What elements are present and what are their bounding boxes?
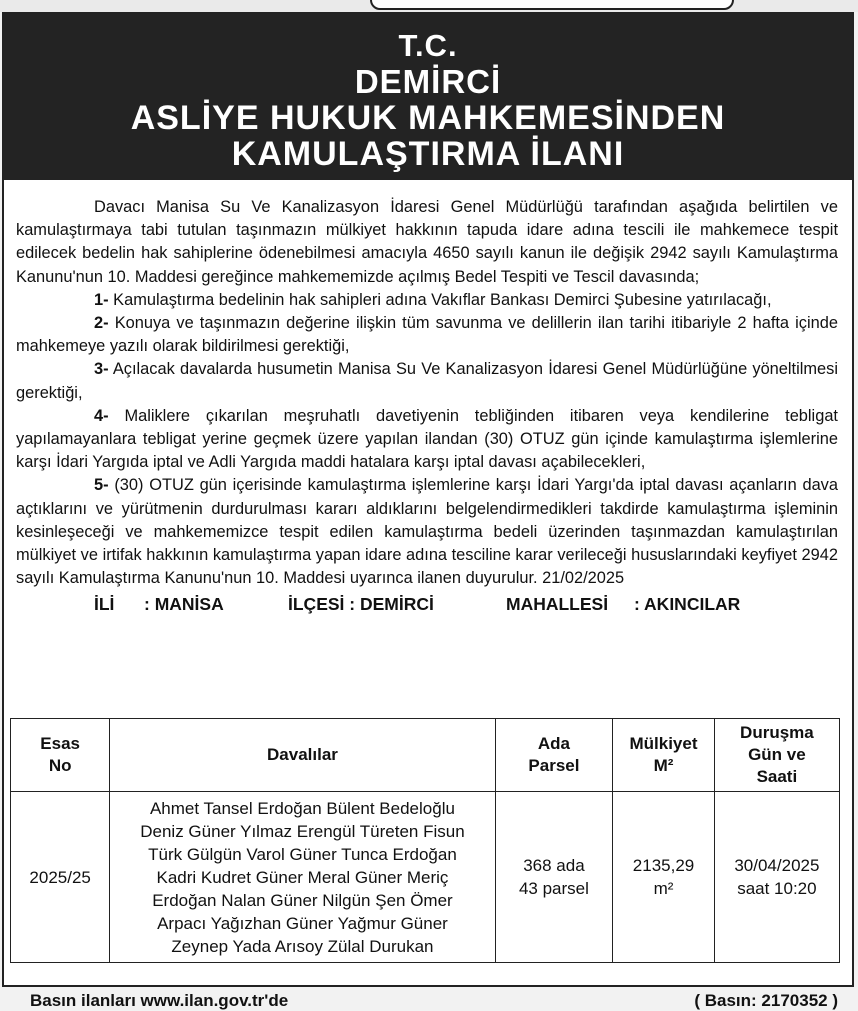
item-2-text: Konuya ve taşınmazın değerine ilişkin tüm savunma ve delillerin ilan tarihi itibariyle 2 hafta içinde mahkemeye yazılı olarak bildirilmesi gerektiği, <box>16 314 838 356</box>
case-table <box>10 718 840 963</box>
cell-davalilar <box>110 792 495 963</box>
intro-paragraph: Davacı Manisa Su Ve Kanalizasyon İdaresi Genel Müdürlüğü tarafından aşağıda belirtilen ve kamulaştırmaya tabi tutulan taşınmazın mülkiyet hakkının tapuda idare adına tescili ile mahkemece tespit edilecek bedelin hak sahiplerine ödenebilmesi amacıyla 4650 sayılı kanun ile değişik 2942 sayılı Kamulaştırma Kanunu'nun 10. Maddesi gereğince mahkememizde açılmış Bedel Tespiti ve Tescil davasında; <box>16 198 838 286</box>
footer-left-text: Basın ilanları www.ilan.gov.tr'de <box>30 991 289 1010</box>
cell-durusma-date: 30/04/2025 <box>734 856 820 875</box>
header-ada-parsel <box>495 719 613 792</box>
header-esas-line1: Esas <box>40 734 80 753</box>
header-esas-line2: No <box>48 756 72 775</box>
item-1 <box>16 289 838 312</box>
announcement-body <box>4 180 852 616</box>
header-durusma-line2: Gün ve <box>748 745 806 764</box>
davalilar-line-7: Zeynep Yada Arısoy Zülal Durukan <box>171 936 434 956</box>
header-line-city: DEMİRCİ <box>354 63 502 100</box>
item-3 <box>16 358 838 404</box>
item-4 <box>16 405 838 475</box>
header-line-title: KAMULAŞTIRMA İLANI <box>231 135 625 173</box>
location-il-value: : MANİSA <box>144 594 224 615</box>
item-4-text: Maliklere çıkarılan meşruhatlı davetiyenin tebliğinden itibaren veya kendilerine tebligat yapılamayanlara tebligat yerine geçmek üzere yapılan ilandan (30) OTUZ gün içinde kamulaştırma işlemlerine karşı İdari Yargıda iptal ve Adli Yargıda maddi hatalara karşı iptal davası açabilecekleri, <box>16 406 838 472</box>
location-mahalle-value: : AKINCILAR <box>634 594 741 615</box>
cell-ada-parsel <box>495 792 613 963</box>
location-mahalle-label: MAHALLESİ <box>506 594 609 615</box>
davalilar-line-6: Arpacı Yağızhan Güner Yağmur Güner <box>157 913 448 933</box>
location-ilce: İLÇESİ : DEMİRCİ <box>288 594 434 615</box>
header-mulkiyet-line2: M² <box>653 756 674 775</box>
davalilar-line-5: Erdoğan Nalan Güner Nilgün Şen Ömer <box>152 890 453 910</box>
header-line-tc: T.C. <box>398 28 458 63</box>
davalilar-line-4: Kadri Kudret Güner Meral Güner Meriç <box>156 867 449 887</box>
header-ada-line2: Parsel <box>528 756 580 775</box>
header-davalilar: Davalılar <box>110 719 495 792</box>
cell-durusma-time: saat 10:20 <box>737 879 817 898</box>
cell-durusma <box>714 792 839 963</box>
location-line <box>16 592 838 616</box>
davalilar-line-1: Ahmet Tansel Erdoğan Bülent Bedeloğlu <box>149 798 455 818</box>
header-durusma-line3: Saati <box>756 767 798 786</box>
header-mulkiyet-line1: Mülkiyet <box>629 734 698 753</box>
cell-mulkiyet <box>613 792 715 963</box>
previous-ad-border <box>370 0 734 10</box>
header-durusma <box>714 719 839 792</box>
item-5-text: (30) OTUZ gün içerisinde kamulaştırma işlemlerine karşı İdari Yargı'da iptal davası açanların dava açtıklarını ve yürütmenin durdurulması kararı aldıklarını belgelendirmedikleri takdirde kamulaştırma işleminin kesinleşeceği ve mahkememizce tespit edilen kamulaştırma bedeli üzerinden taşınmazdan kamulaştırılan mülkiyet ve irtifak hakkının kamulaştırma yapan idare adına tesciline karar verileceği hususlarındaki keyfiyet 2942 sayılı Kamulaştırma Kanunu'nun 10. Maddesi uyarınca ilanen duyurulur. 21/02/2025 <box>16 476 838 588</box>
header-mulkiyet <box>613 719 715 792</box>
footer-press-code: ( Basın: 2170352 ) <box>694 991 838 1010</box>
item-5-number: 5- <box>94 476 109 495</box>
item-1-text: Kamulaştırma bedelinin hak sahipleri adına Vakıflar Bankası Demirci Şubesine yatırılacağı, <box>113 290 772 309</box>
location-il-label: İLİ <box>94 594 115 615</box>
announcement-header <box>4 14 852 180</box>
item-2-number: 2- <box>94 314 109 333</box>
cell-ada: 368 ada <box>523 856 585 875</box>
table-header-row <box>11 719 840 792</box>
item-3-number: 3- <box>94 360 109 379</box>
top-strip <box>0 0 858 12</box>
header-line-court: ASLİYE HUKUK MAHKEMESİNDEN <box>130 99 726 137</box>
header-esas-no <box>11 719 110 792</box>
cell-mulkiyet-unit: m² <box>653 879 674 898</box>
header-ada-line1: Ada <box>537 734 570 753</box>
header-durusma-line1: Duruşma <box>740 723 814 742</box>
item-3-text: Açılacak davalarda husumetin Manisa Su Ve Kanalizasyon İdaresi Genel Müdürlüğüne yöneltilmesi gerektiği, <box>16 360 838 402</box>
item-5 <box>16 474 838 590</box>
footer-strip <box>2 987 854 1010</box>
table-row <box>11 792 840 963</box>
cell-esas-no: 2025/25 <box>11 792 110 963</box>
davalilar-line-2: Deniz Güner Yılmaz Erengül Türeten Fisun <box>140 821 465 841</box>
cell-mulkiyet-value: 2135,29 <box>632 856 695 875</box>
cell-parsel: 43 parsel <box>518 879 589 898</box>
item-1-number: 1- <box>94 290 109 309</box>
item-4-number: 4- <box>94 406 109 425</box>
item-2 <box>16 312 838 358</box>
davalilar-line-3: Türk Gülgün Varol Güner Tunca Erdoğan <box>148 844 457 864</box>
